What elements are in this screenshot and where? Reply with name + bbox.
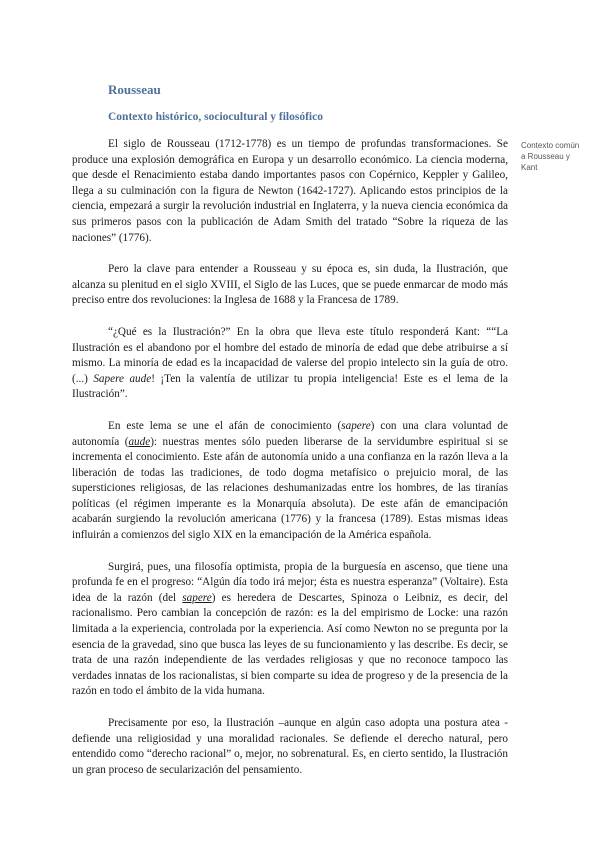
paragraph-5 — [72, 560, 508, 700]
body-text — [72, 137, 508, 778]
latin-term-sapere: sapere — [341, 419, 371, 432]
document-title: Rousseau — [108, 82, 161, 97]
paragraph-4-text-b: ) con una clara voluntad de autonomía ( — [72, 419, 508, 448]
paragraph-4 — [72, 419, 508, 544]
margin-note: Contexto común a Rousseau y Kant — [521, 141, 580, 172]
paragraph-3-text-b: ! ¡Ten la valentía de utilizar tu propia inteligencia! Este es el lema de la Ilustración”. — [72, 372, 508, 401]
latin-term-sapere-2: sapere — [182, 591, 212, 604]
paragraph-3 — [72, 325, 508, 403]
paragraph-2: Pero la clave para entender a Rousseau y su época es, sin duda, la Ilustración, que alcanza su plenitud en el siglo XVIII, el Siglo de las Luces, que se puede enmarcar de modo más preciso entre dos revoluciones: la Inglesa de 1688 y la Francesa de 1789. — [72, 263, 508, 307]
paragraph-6: Precisamente por eso, la Ilustración –aunque en algún caso adopta una postura atea -defiende una religiosidad y una moralidad racionales. Se defiende el derecho natural, pero entendido como “derecho racional” o, mejor, no sobrenatural. Es, en cierto sentido, la Ilustración un gran proceso de secularización del pensamiento. — [72, 717, 508, 776]
latin-term-sapere-aude: Sapere aude — [93, 372, 152, 385]
paragraph-4-text-c: ): nuestras mentes sólo pueden liberarse de la servidumbre espiritual si se incrementa el conocimiento. Este afán de autonomía unido a una confianza en la razón lleva a la liberación de todas las tradiciones, de todo dogma metafísico o prejuicio moral, de las supersticiones religiosas, de las relaciones deshumanizadas entre los hombres, de las tiranías políticas (el régimen imperante es la Monarquía absoluta). De este afán de emancipación acabarán surgiendo la revolución americana (1776) y la francesa (1789). Estas mismas ideas influirán a comienzos del siglo XIX en la emancipación de la América española. — [72, 435, 509, 542]
paragraph-3-text-a: “¿Qué es la Ilustración?” En la obra que lleva este título responderá Kant: ““La Ilustración es el abandono por el hombre del estado de minoría de edad que debe atribuirse a sí mismo. La minoría de edad es la incapacidad de valerse del propio intelecto sin la guía de otro. (...) — [72, 325, 508, 385]
latin-term-aude: aude — [128, 435, 151, 448]
paragraph-5-text-a: Surgirá, pues, una filosofía optimista, propia de la burguesía en ascenso, que tiene una profunda fe en el progreso: “Algún día todo irá mejor; ésta es nuestra esperanza” (Voltaire). Esta idea de la razón (del — [72, 560, 508, 604]
paragraph-1: El siglo de Rousseau (1712-1778) es un tiempo de profundas transformaciones. Se produce una explosión demográfica en Europa y un desarrollo económico. La ciencia moderna, que desde el Renacimiento estaba dando importantes pasos con Copérnico, Keppler y Galileo, llega a su culminación con la figura de Newton (1642-1727). Aplicando estos principios de la ciencia, empezará a surgir la revolución industrial en Inglaterra, y la nueva ciencia económica da sus primeros pasos con la publicación de Adam Smith del tratado “Sobre la riqueza de las naciones” (1776). — [72, 138, 508, 244]
paragraph-5-text-b: ) es heredera de Descartes, Spinoza o Leibniz, es decir, del racionalismo. Pero cambian la concepción de razón: es la del empirismo de Locke: una razón limitada a la experiencia, controlada por la experiencia. Así como Newton no se pregunta por la esencia de la gravedad, sino que busca las leyes de su funcionamiento y las describe. Es decir, se trata de una razón independiente de las verdades religiosas y que no reconoce tampoco las verdades innatas de los racionalistas, si bien comparte su idea de progreso y de la presencia de la razón en todo el ámbito de la vida humana. — [72, 591, 508, 698]
paragraph-4-text-a: En este lema se une el afán de conocimiento ( — [108, 419, 342, 432]
section-subtitle: Contexto histórico, sociocultural y filosófico — [108, 111, 323, 123]
